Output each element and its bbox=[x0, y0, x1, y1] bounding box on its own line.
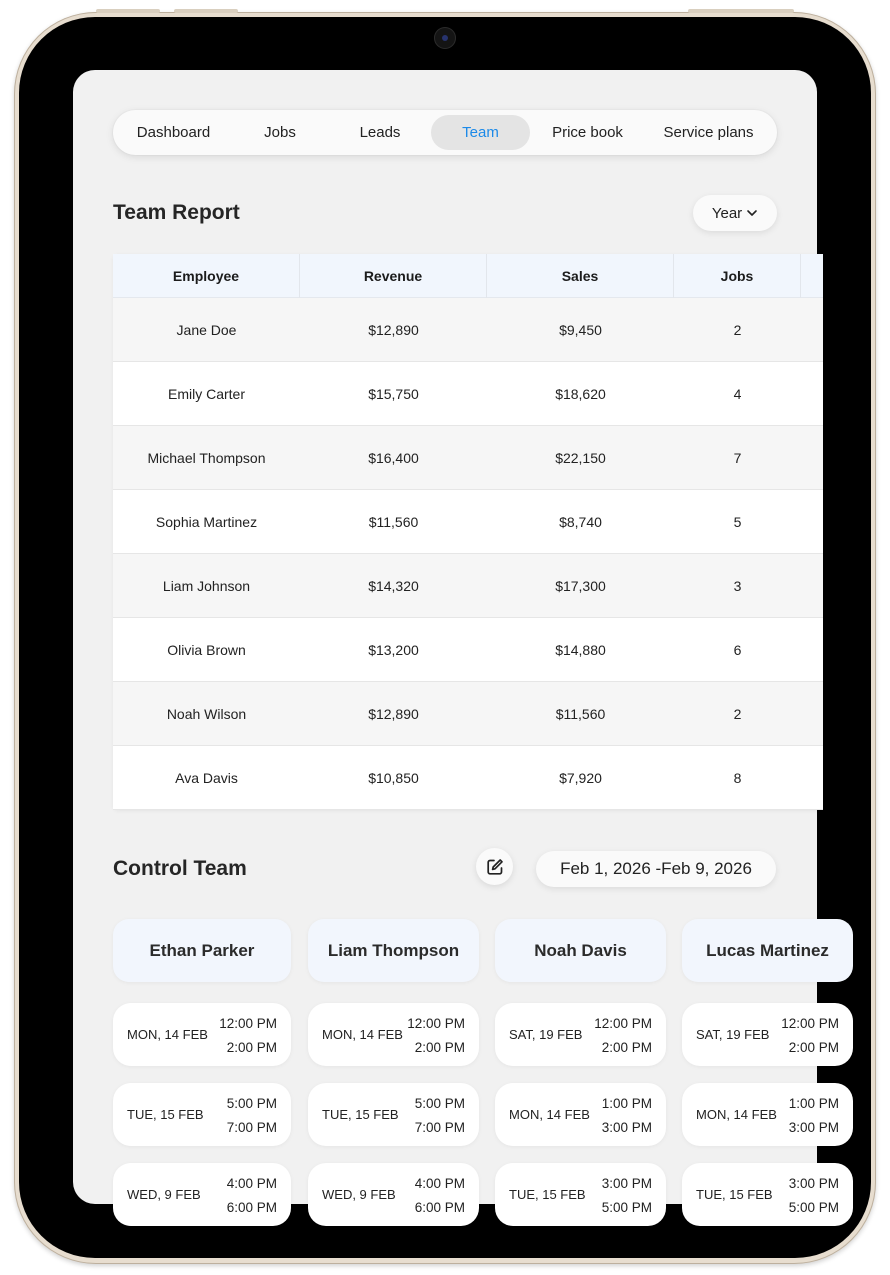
shift-end-text: 3:00 PM bbox=[601, 1120, 652, 1135]
shift-date-text: MON, 14 FEB bbox=[696, 1107, 777, 1122]
shift-start-text: 4:00 PM bbox=[226, 1176, 277, 1191]
cell-sales: $17,300 bbox=[555, 578, 606, 594]
shift-start-text: 12:00 PM bbox=[594, 1016, 652, 1031]
table-row[interactable] bbox=[113, 490, 823, 554]
shift-card[interactable] bbox=[682, 1083, 853, 1146]
cell-sales: $9,450 bbox=[559, 322, 602, 338]
cell-sales: $11,560 bbox=[555, 706, 606, 722]
cell-sales: $18,620 bbox=[555, 386, 606, 402]
cell-sales: $14,880 bbox=[555, 642, 606, 658]
shift-card[interactable] bbox=[113, 1163, 291, 1226]
app-screen bbox=[73, 70, 839, 1215]
table-row[interactable] bbox=[113, 618, 823, 682]
table-row[interactable] bbox=[113, 426, 823, 490]
cell-employee: Michael Thompson bbox=[147, 450, 266, 466]
tab-jobs[interactable]: Jobs bbox=[264, 124, 296, 141]
tab-leads[interactable]: Leads bbox=[359, 124, 401, 141]
cell-jobs: 5 bbox=[733, 514, 742, 530]
cell-revenue: $16,400 bbox=[368, 450, 419, 466]
shift-card[interactable] bbox=[495, 1163, 666, 1226]
cell-revenue: $14,320 bbox=[368, 578, 419, 594]
shift-start-text: 1:00 PM bbox=[601, 1096, 652, 1111]
table-row[interactable] bbox=[113, 554, 823, 618]
shift-card[interactable] bbox=[495, 1003, 666, 1066]
cell-employee: Jane Doe bbox=[176, 322, 237, 338]
shift-end-text: 6:00 PM bbox=[226, 1200, 277, 1215]
cell-jobs: 7 bbox=[733, 450, 742, 466]
shift-date-text: MON, 14 FEB bbox=[127, 1027, 208, 1042]
shift-end-text: 5:00 PM bbox=[788, 1200, 839, 1215]
shift-start-text: 1:00 PM bbox=[788, 1096, 839, 1111]
column-header-jobs: Jobs bbox=[674, 254, 801, 298]
shift-card[interactable] bbox=[113, 1003, 291, 1066]
edit-button[interactable] bbox=[476, 848, 513, 885]
shift-end-text: 2:00 PM bbox=[788, 1040, 839, 1055]
shift-date-text: WED, 9 FEB bbox=[322, 1187, 396, 1202]
shift-date-text: MON, 14 FEB bbox=[509, 1107, 590, 1122]
shift-start-text: 12:00 PM bbox=[407, 1016, 465, 1031]
shift-start-text: 5:00 PM bbox=[226, 1096, 277, 1111]
shift-end-text: 5:00 PM bbox=[601, 1200, 652, 1215]
tab-dashboard[interactable]: Dashboard bbox=[136, 124, 211, 141]
team-report-table bbox=[113, 254, 823, 810]
power-button bbox=[688, 9, 794, 13]
shift-card[interactable] bbox=[682, 1163, 853, 1226]
volume-button bbox=[96, 9, 160, 13]
column-header-revenue: Revenue bbox=[300, 254, 487, 298]
cell-revenue: $15,750 bbox=[368, 386, 419, 402]
shift-end-text: 2:00 PM bbox=[226, 1040, 277, 1055]
cell-jobs: 3 bbox=[733, 578, 742, 594]
edit-icon bbox=[485, 857, 505, 877]
cell-employee: Emily Carter bbox=[167, 386, 245, 402]
shift-date-text: WED, 9 FEB bbox=[127, 1187, 201, 1202]
shift-start-text: 3:00 PM bbox=[788, 1176, 839, 1191]
cell-jobs: 6 bbox=[733, 642, 742, 658]
top-nav bbox=[113, 110, 777, 155]
shift-end-text: 2:00 PM bbox=[601, 1040, 652, 1055]
shift-date-text: SAT, 19 FEB bbox=[509, 1027, 583, 1042]
shift-date-text: TUE, 15 FEB bbox=[322, 1107, 399, 1122]
shift-date-text: TUE, 15 FEB bbox=[509, 1187, 586, 1202]
tab-service-plans[interactable]: Service plans bbox=[663, 124, 754, 141]
cell-sales: $7,920 bbox=[559, 770, 602, 786]
cell-jobs: 8 bbox=[733, 770, 742, 786]
shift-end-text: 2:00 PM bbox=[414, 1040, 465, 1055]
shift-start-text: 5:00 PM bbox=[414, 1096, 465, 1111]
cell-jobs: 4 bbox=[733, 386, 742, 402]
team-report-title: Team Report bbox=[113, 201, 240, 224]
volume-button bbox=[174, 9, 238, 13]
chevron-down-icon bbox=[746, 207, 758, 219]
shift-card[interactable] bbox=[682, 1003, 853, 1066]
cell-employee: Liam Johnson bbox=[162, 578, 251, 594]
cell-employee: Olivia Brown bbox=[167, 642, 246, 658]
shift-card[interactable] bbox=[308, 1083, 479, 1146]
column-header-sales: Sales bbox=[487, 254, 674, 298]
shift-date-text: SAT, 19 FEB bbox=[696, 1027, 770, 1042]
shift-card[interactable] bbox=[308, 1003, 479, 1066]
team-member-card[interactable]: Ethan Parker bbox=[113, 919, 291, 982]
cell-sales: $22,150 bbox=[555, 450, 606, 466]
cell-sales: $8,740 bbox=[559, 514, 602, 530]
shift-card[interactable] bbox=[308, 1163, 479, 1226]
shift-card[interactable] bbox=[495, 1083, 666, 1146]
team-member-card[interactable]: Noah Davis bbox=[495, 919, 666, 982]
table-row[interactable] bbox=[113, 362, 823, 426]
shift-start-text: 3:00 PM bbox=[601, 1176, 652, 1191]
cell-jobs: 2 bbox=[733, 322, 742, 338]
column-header-employee: Employee bbox=[113, 254, 300, 298]
cell-revenue: $11,560 bbox=[368, 514, 419, 530]
cell-revenue: $12,890 bbox=[368, 706, 419, 722]
cell-employee: Noah Wilson bbox=[166, 706, 247, 722]
cell-revenue: $13,200 bbox=[368, 642, 419, 658]
date-range-picker[interactable]: Feb 1, 2026 -Feb 9, 2026 bbox=[536, 851, 776, 887]
cell-employee: Sophia Martinez bbox=[155, 514, 258, 530]
shift-date-text: MON, 14 FEB bbox=[322, 1027, 403, 1042]
shift-start-text: 4:00 PM bbox=[414, 1176, 465, 1191]
shift-start-text: 12:00 PM bbox=[781, 1016, 839, 1031]
team-member-card[interactable]: Liam Thompson bbox=[308, 919, 479, 982]
table-row[interactable] bbox=[113, 682, 823, 746]
cell-revenue: $12,890 bbox=[368, 322, 419, 338]
period-select-value: Year bbox=[711, 204, 743, 222]
shift-date-text: TUE, 15 FEB bbox=[127, 1107, 204, 1122]
shift-start-text: 12:00 PM bbox=[219, 1016, 277, 1031]
cell-revenue: $10,850 bbox=[368, 770, 419, 786]
period-select[interactable] bbox=[693, 195, 777, 231]
control-team-title: Control Team bbox=[113, 857, 247, 880]
table-header bbox=[113, 254, 823, 298]
table-row[interactable] bbox=[113, 746, 823, 810]
shift-end-text: 6:00 PM bbox=[414, 1200, 465, 1215]
shift-end-text: 3:00 PM bbox=[788, 1120, 839, 1135]
cell-jobs: 2 bbox=[733, 706, 742, 722]
cell-employee: Ava Davis bbox=[175, 770, 238, 786]
team-member-card[interactable]: Lucas Martinez bbox=[682, 919, 853, 982]
tab-team[interactable]: Team bbox=[431, 115, 530, 150]
table-row[interactable] bbox=[113, 298, 823, 362]
shift-card[interactable] bbox=[113, 1083, 291, 1146]
shift-end-text: 7:00 PM bbox=[414, 1120, 465, 1135]
shift-date-text: TUE, 15 FEB bbox=[696, 1187, 773, 1202]
front-camera bbox=[434, 27, 456, 49]
shift-end-text: 7:00 PM bbox=[226, 1120, 277, 1135]
tab-price-book[interactable]: Price book bbox=[552, 124, 623, 141]
